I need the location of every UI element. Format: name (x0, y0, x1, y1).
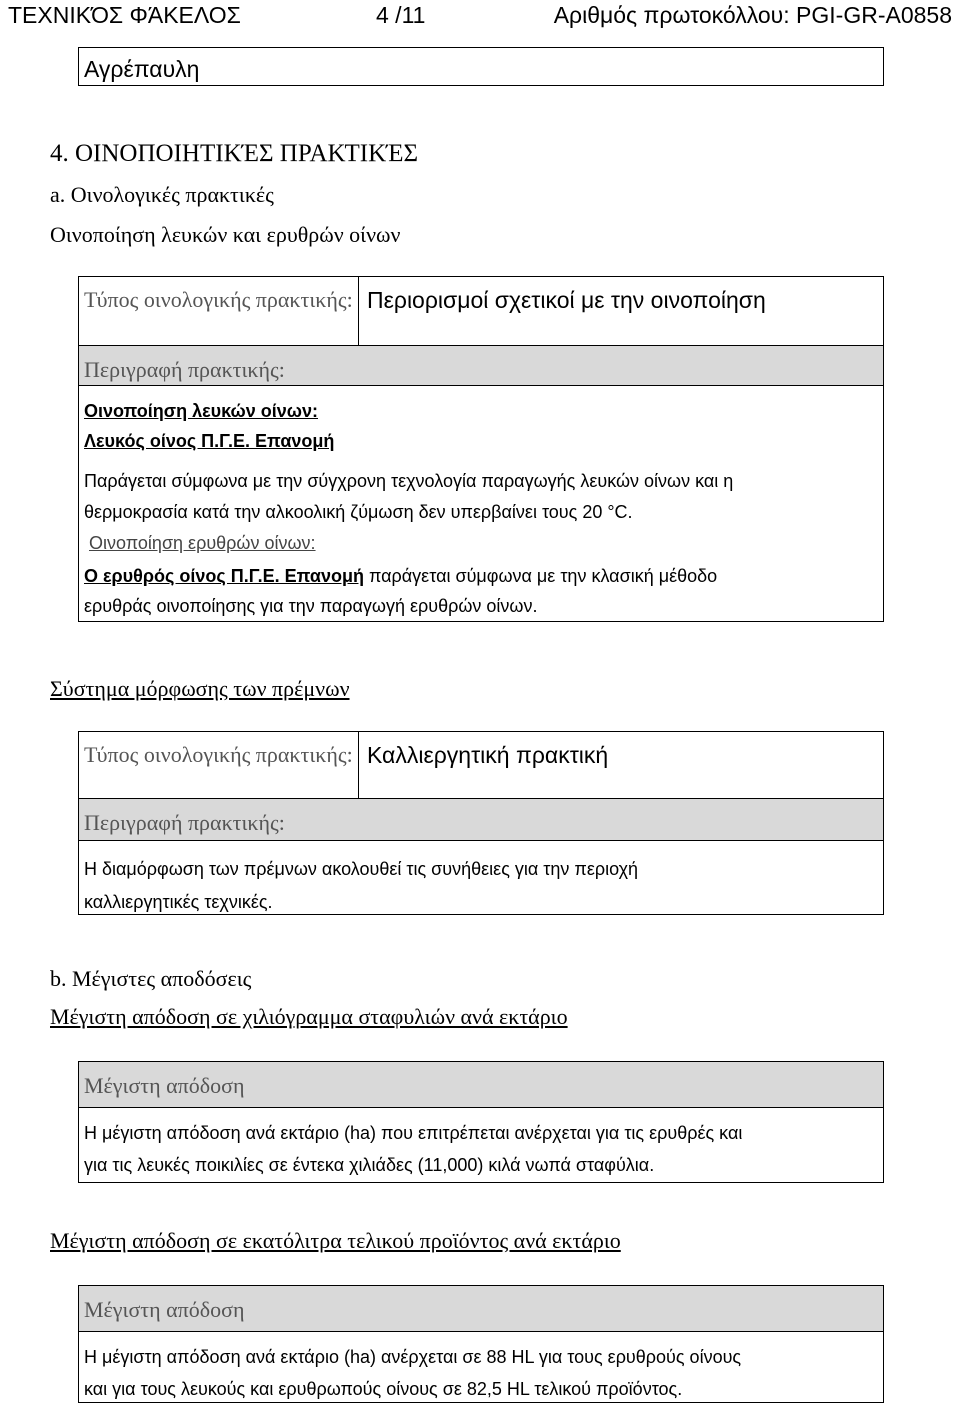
subsection-b-title: b. Μέγιστες αποδόσεις (50, 966, 252, 991)
yield-kg-table (78, 1061, 884, 1183)
practice-description-row (79, 345, 883, 386)
practice-description-label: Περιγραφή πρακτικής: (84, 357, 285, 382)
practice-type-label-cell (79, 277, 359, 346)
vinification-heading: Οινοποίηση λευκών και ερυθρών οίνων (50, 222, 401, 247)
red-wine-heading: Οινοποίηση ερυθρών οίνων: (89, 533, 316, 553)
red-wine-text-line-2: ερυθράς οινοποίησης για την παραγωγή ερυθρών οίνων. (84, 596, 538, 616)
white-wine-text-line-2: θερμοκρασία κατά την αλκοολική ζύμωση δεν υπερβαίνει τους 20 °C. (84, 502, 633, 522)
producer-name: Αγρέπαυλη (84, 56, 200, 82)
training-type-value: Καλλιεργητική πρακτική (367, 742, 609, 768)
section-title: 4. ΟΙΝΟΠΟΙΗΤΙΚΈΣ ΠΡΑΚΤΙΚΈΣ (50, 140, 419, 167)
red-wine-text-line-1: παράγεται σύμφωνα με την κλασική μέθοδο (363, 566, 718, 586)
training-text-line-1: Η διαμόρφωση των πρέμνων ακολουθεί τις συνήθειες για την περιοχή (84, 859, 639, 879)
practice-type-value-cell (359, 277, 883, 346)
white-wine-heading: Οινοποίηση λευκών οίνων: (84, 401, 318, 421)
training-description-label: Περιγραφή πρακτικής: (84, 810, 285, 835)
training-system-title: Σύστημα μόρφωσης των πρέμνων (50, 676, 350, 701)
protocol-number: Αριθμός πρωτοκόλλου: PGI-GR-A0858 (553, 2, 952, 28)
yield-kg-title: Μέγιστη απόδοση σε χιλιόγραμμα σταφυλιών ανά εκτάριο (50, 1004, 568, 1029)
red-wine-name: Ο ερυθρός οίνος Π.Γ.Ε. Επανομή (84, 566, 364, 586)
yield-kg-text-line-2: για τις λευκές ποικιλίες σε έντεκα χιλιάδες (11,000) κιλά νωπά σταφύλια. (84, 1155, 655, 1175)
document-header-title: ΤΕΧΝΙΚΌΣ ΦΆΚΕΛΟΣ (8, 2, 241, 28)
training-text-line-2: καλλιεργητικές τεχνικές. (84, 892, 273, 912)
yield-hl-title: Μέγιστη απόδοση σε εκατόλιτρα τελικού προϊόντος ανά εκτάριο (50, 1228, 621, 1253)
training-type-label-cell (79, 732, 359, 799)
yield-hl-text-line-2: και για τους λευκούς και ερυθρωπούς οίνους σε 82,5 HL τελικού προϊόντος. (84, 1379, 683, 1399)
subsection-a-title: a. Οινολογικές πρακτικές (50, 182, 274, 207)
vinification-practice-table (78, 276, 884, 622)
yield-hl-text-line-1: Η μέγιστη απόδοση ανά εκτάριο (ha) ανέρχεται σε 88 HL για τους ερυθρούς οίνους (84, 1347, 742, 1367)
yield-kg-text-line-1: Η μέγιστη απόδοση ανά εκτάριο (ha) που επιτρέπεται ανέρχεται για τις ερυθρές και (84, 1123, 743, 1143)
practice-type-label: Τύπος οινολογικής πρακτικής: (84, 287, 353, 312)
page-number: 4 /11 (376, 2, 426, 28)
training-practice-table (78, 731, 884, 915)
training-type-label: Τύπος οινολογικής πρακτικής: (84, 742, 353, 767)
yield-kg-label: Μέγιστη απόδοση (84, 1073, 245, 1098)
training-type-value-cell (359, 732, 883, 799)
red-wine-line-1 (84, 563, 877, 589)
training-description-row (79, 798, 883, 841)
white-wine-name: Λευκός οίνος Π.Γ.Ε. Επανομή (84, 431, 335, 451)
white-wine-text-line-1: Παράγεται σύμφωνα με την σύγχρονη τεχνολογία παραγωγής λευκών οίνων και η (84, 471, 734, 491)
producer-box (78, 47, 884, 86)
yield-kg-label-row (79, 1062, 883, 1108)
yield-hl-table (78, 1285, 884, 1403)
yield-hl-label-row (79, 1286, 883, 1332)
yield-hl-label: Μέγιστη απόδοση (84, 1297, 245, 1322)
practice-type-value: Περιορισμοί σχετικοί με την οινοποίηση (367, 287, 766, 313)
